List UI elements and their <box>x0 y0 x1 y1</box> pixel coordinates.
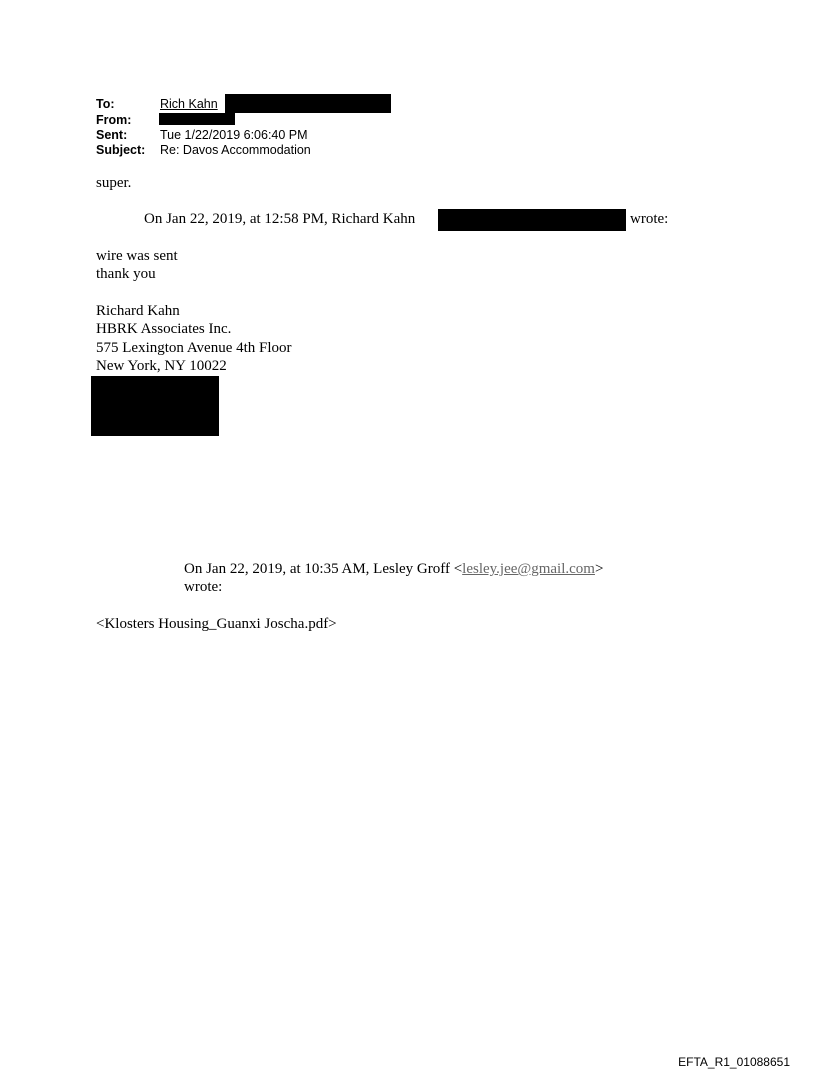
to-label: To: <box>96 97 115 111</box>
attachment-name: <Klosters Housing_Guanxi Joscha.pdf> <box>96 616 337 632</box>
quote2-email-link[interactable]: lesley.jee@gmail.com <box>462 561 595 577</box>
subject-row <box>96 142 396 158</box>
redaction-to-email <box>225 94 391 113</box>
quote2-wrote: wrote: <box>184 579 223 595</box>
from-row <box>96 112 396 128</box>
reply-text: super. <box>96 175 132 191</box>
redaction-signature-block <box>91 376 219 436</box>
quote2-prefix: On Jan 22, 2019, at 10:35 AM, Lesley Groff < <box>184 561 463 577</box>
quote2-suffix: > <box>594 561 604 577</box>
signature-company: HBRK Associates Inc. <box>96 321 232 337</box>
quote1-header <box>144 210 415 228</box>
redaction-from <box>159 113 235 125</box>
signature-address-2: New York, NY 10022 <box>96 358 227 374</box>
sent-label: Sent: <box>96 128 128 142</box>
document-id: EFTA_R1_01088651 <box>678 1055 790 1069</box>
to-value: Rich Kahn <box>160 97 218 111</box>
sent-row <box>96 127 396 143</box>
body-line-2: thank you <box>96 266 156 282</box>
subject-value: Re: Davos Accommodation <box>160 143 311 157</box>
quote1-prefix: On Jan 22, 2019, at 12:58 PM, Richard Kahn <box>144 211 416 227</box>
body-line-1: wire was sent <box>96 248 178 264</box>
signature-address-1: 575 Lexington Avenue 4th Floor <box>96 340 292 356</box>
subject-label: Subject: <box>96 143 146 157</box>
signature-name: Richard Kahn <box>96 303 180 319</box>
sent-value: Tue 1/22/2019 6:06:40 PM <box>160 128 308 142</box>
redaction-quote1-email <box>438 209 626 231</box>
from-label: From: <box>96 113 132 127</box>
quote1-wrote: wrote: <box>630 211 669 227</box>
quote2-header <box>184 560 603 578</box>
